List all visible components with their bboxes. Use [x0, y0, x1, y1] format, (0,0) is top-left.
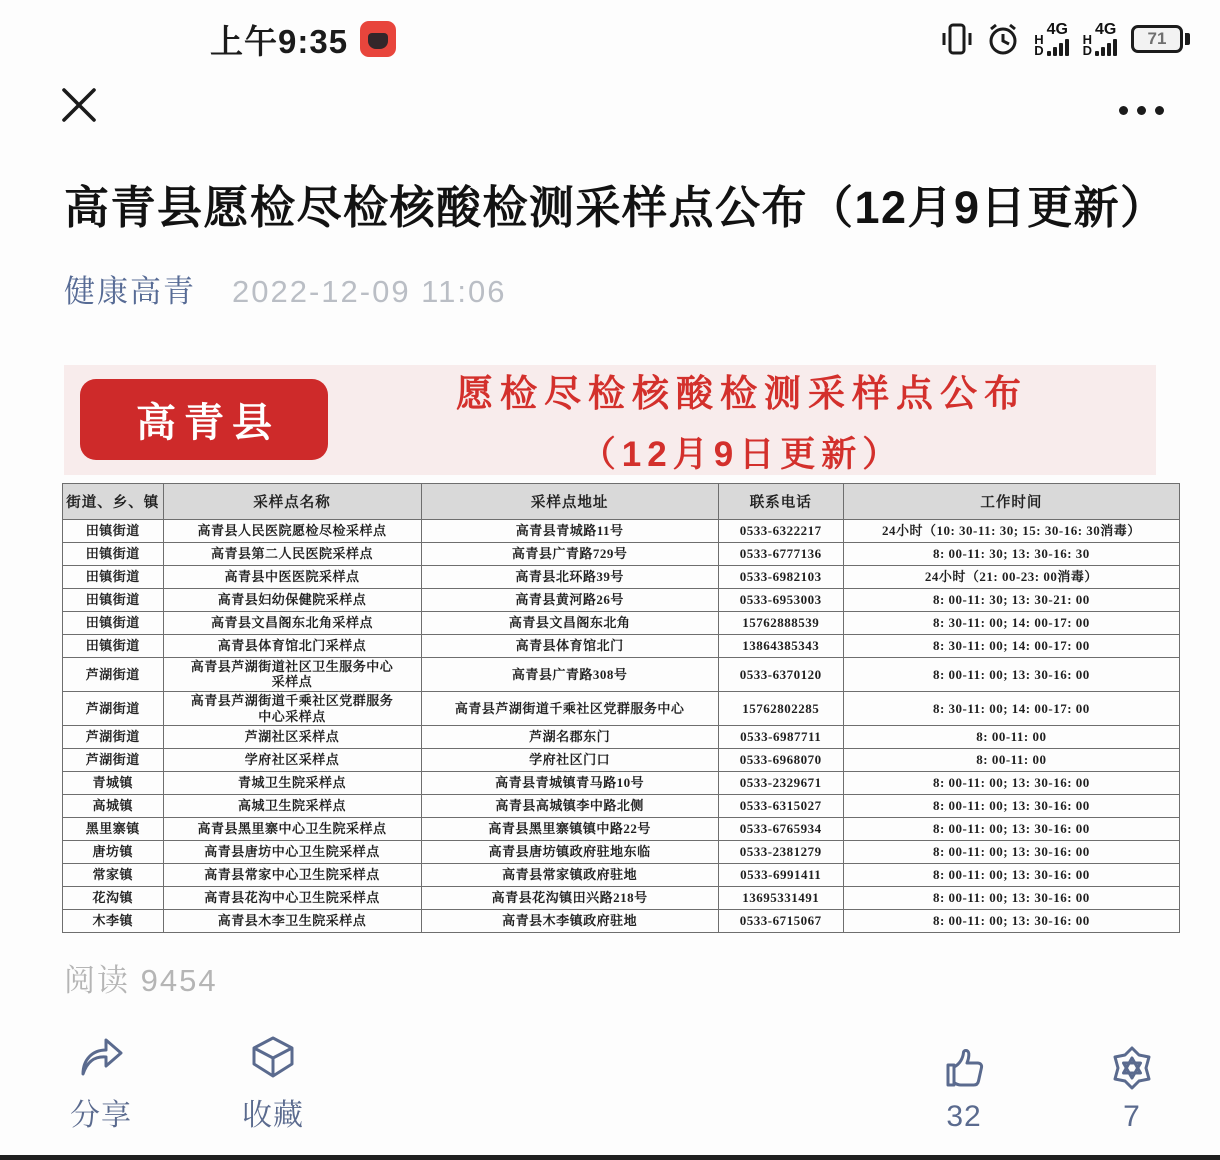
table-cell: 高青县唐坊中心卫生院采样点 — [163, 841, 421, 864]
table-header-row — [63, 483, 1180, 519]
byline — [64, 266, 1156, 311]
table-cell: 学府社区采样点 — [163, 749, 421, 772]
table-cell: 田镇街道 — [63, 542, 164, 565]
status-left — [210, 16, 396, 63]
table-cell: 8: 00-11: 30; 13: 30-16: 30 — [843, 542, 1179, 565]
network-signal-1 — [1034, 20, 1068, 58]
author-link[interactable]: 健康高青 — [64, 273, 196, 309]
table-cell: 高青县芦湖街道社区卫生服务中心采样点 — [163, 657, 421, 691]
close-icon[interactable] — [56, 82, 102, 128]
wow-count: 7 — [1123, 1100, 1141, 1134]
share-arrow-icon — [77, 1034, 125, 1082]
4g-label: 4G — [1095, 20, 1117, 38]
table-cell: 田镇街道 — [63, 588, 164, 611]
network-signal-2 — [1082, 20, 1117, 58]
banner-title — [328, 363, 1156, 477]
table-cell: 8: 00-11: 00; 13: 30-16: 00 — [843, 657, 1179, 691]
thumbs-up-icon — [940, 1044, 988, 1092]
page-title: 高青县愿检尽检核酸检测采样点公布（12月9日更新） — [64, 182, 1167, 233]
table-cell: 高青县芦湖街道千乘社区党群服务中心采样点 — [163, 692, 421, 726]
alarm-clock-icon — [986, 22, 1020, 56]
more-icon[interactable] — [1119, 96, 1164, 115]
4g-label: 4G — [1046, 20, 1068, 38]
table-cell: 木李镇 — [63, 910, 164, 933]
like-button[interactable] — [940, 1044, 988, 1134]
table-cell: 8: 00-11: 00; 13: 30-16: 00 — [843, 818, 1179, 841]
table-cell: 0533-6968070 — [718, 749, 843, 772]
table-cell: 青城镇 — [63, 772, 164, 795]
table-cell: 黑里寨镇 — [63, 818, 164, 841]
table-cell: 0533-2329671 — [718, 772, 843, 795]
share-label: 分享 — [70, 1099, 132, 1133]
table-cell: 芦湖街道 — [63, 749, 164, 772]
battery-icon — [1131, 25, 1190, 53]
table-cell: 高青县花沟镇田兴路218号 — [421, 887, 718, 910]
table-cell: 15762888539 — [718, 611, 843, 634]
table-cell: 高青县青城路11号 — [421, 519, 718, 542]
nav-bar — [0, 62, 1220, 134]
table-cell: 8: 30-11: 00; 14: 00-17: 00 — [843, 692, 1179, 726]
table-cell: 8: 00-11: 00; 13: 30-16: 00 — [843, 795, 1179, 818]
table-cell: 高青县广青路308号 — [421, 657, 718, 691]
table-cell: 0533-6315027 — [718, 795, 843, 818]
table-cell: 0533-6777136 — [718, 542, 843, 565]
battery-level: 71 — [1131, 25, 1183, 53]
table-cell: 24小时（10: 30-11: 30; 15: 30-16: 30消毒） — [843, 519, 1179, 542]
table-header-cell: 街道、乡、镇 — [63, 483, 164, 519]
table-cell: 高青县常家镇政府驻地 — [421, 864, 718, 887]
table-header-cell: 采样点地址 — [421, 483, 718, 519]
signal-bars-icon — [1047, 39, 1069, 56]
table-cell: 高青县北环路39号 — [421, 565, 718, 588]
table-cell: 高青县花沟中心卫生院采样点 — [163, 887, 421, 910]
table-cell: 高城镇 — [63, 795, 164, 818]
sampling-table-wrap — [62, 483, 1180, 933]
table-row — [63, 657, 1180, 691]
table-cell: 15762802285 — [718, 692, 843, 726]
status-right — [942, 22, 1190, 56]
table-row — [63, 588, 1180, 611]
table-row — [63, 841, 1180, 864]
table-cell: 高青县人民医院愿检尽检采样点 — [163, 519, 421, 542]
wow-flower-icon — [1108, 1044, 1156, 1092]
favorite-box-icon — [249, 1034, 297, 1082]
table-cell: 0533-6322217 — [718, 519, 843, 542]
table-cell: 13864385343 — [718, 634, 843, 657]
table-cell: 8: 00-11: 00; 13: 30-16: 00 — [843, 910, 1179, 933]
sampling-table — [62, 483, 1180, 933]
table-cell: 高青县黑里寨中心卫生院采样点 — [163, 818, 421, 841]
table-cell: 8: 00-11: 00; 13: 30-16: 00 — [843, 772, 1179, 795]
table-cell: 田镇街道 — [63, 634, 164, 657]
hd-icon: H D — [1034, 31, 1044, 58]
table-cell: 高青县木李卫生院采样点 — [163, 910, 421, 933]
table-cell: 0533-2381279 — [718, 841, 843, 864]
table-row — [63, 887, 1180, 910]
table-cell: 8: 00-11: 00; 13: 30-16: 00 — [843, 864, 1179, 887]
table-cell: 8: 00-11: 00; 13: 30-16: 00 — [843, 841, 1179, 864]
table-cell: 8: 30-11: 00; 14: 00-17: 00 — [843, 634, 1179, 657]
banner-title-line2: （12月9日更新） — [580, 434, 904, 474]
table-cell: 8: 00-11: 30; 13: 30-21: 00 — [843, 588, 1179, 611]
table-cell: 芦湖街道 — [63, 657, 164, 691]
table-row — [63, 519, 1180, 542]
table-cell: 芦湖社区采样点 — [163, 726, 421, 749]
table-cell: 0533-6982103 — [718, 565, 843, 588]
table-cell: 0533-6765934 — [718, 818, 843, 841]
table-cell: 常家镇 — [63, 864, 164, 887]
table-cell: 8: 00-11: 00; 13: 30-16: 00 — [843, 887, 1179, 910]
table-cell: 0533-6987711 — [718, 726, 843, 749]
table-row — [63, 772, 1180, 795]
table-cell: 高青县芦湖街道千乘社区党群服务中心 — [421, 692, 718, 726]
table-cell: 花沟镇 — [63, 887, 164, 910]
recorder-app-icon — [360, 21, 396, 57]
table-cell: 唐坊镇 — [63, 841, 164, 864]
table-cell: 0533-6370120 — [718, 657, 843, 691]
table-row — [63, 634, 1180, 657]
table-cell: 高青县中医医院采样点 — [163, 565, 421, 588]
table-cell: 高青县文昌阁东北角采样点 — [163, 611, 421, 634]
table-row — [63, 726, 1180, 749]
status-time: 上午9:35 — [210, 22, 349, 60]
like-count: 32 — [946, 1100, 982, 1134]
wow-button[interactable] — [1108, 1044, 1156, 1134]
table-cell: 8: 30-11: 00; 14: 00-17: 00 — [843, 611, 1179, 634]
table-cell: 0533-6991411 — [718, 864, 843, 887]
sampling-table-body — [63, 519, 1180, 932]
table-cell: 24小时（21: 00-23: 00消毒） — [843, 565, 1179, 588]
table-cell: 青城卫生院采样点 — [163, 772, 421, 795]
table-cell: 高青县第二人民医院采样点 — [163, 542, 421, 565]
banner — [64, 365, 1156, 475]
table-cell: 高青县广青路729号 — [421, 542, 718, 565]
table-cell: 高青县常家中心卫生院采样点 — [163, 864, 421, 887]
table-cell: 高城卫生院采样点 — [163, 795, 421, 818]
table-header-cell: 联系电话 — [718, 483, 843, 519]
table-cell: 芦湖名郡东门 — [421, 726, 718, 749]
table-cell: 13695331491 — [718, 887, 843, 910]
table-row — [63, 565, 1180, 588]
table-row — [63, 749, 1180, 772]
table-row — [63, 795, 1180, 818]
table-cell: 高青县妇幼保健院采样点 — [163, 588, 421, 611]
hd-icon: H D — [1082, 31, 1092, 58]
table-cell: 高青县青城镇青马路10号 — [421, 772, 718, 795]
table-header-cell: 工作时间 — [843, 483, 1179, 519]
screen-bottom-edge — [0, 1155, 1220, 1160]
table-cell: 8: 00-11: 00 — [843, 749, 1179, 772]
table-row — [63, 692, 1180, 726]
table-cell: 8: 00-11: 00 — [843, 726, 1179, 749]
vibrate-icon — [942, 22, 972, 56]
table-cell: 高青县高城镇李中路北侧 — [421, 795, 718, 818]
table-cell: 田镇街道 — [63, 611, 164, 634]
share-button[interactable] — [70, 1034, 132, 1134]
table-row — [63, 910, 1180, 933]
table-cell: 田镇街道 — [63, 519, 164, 542]
banner-title-line1: 愿检尽检核酸检测采样点公布 — [456, 372, 1028, 414]
table-cell: 0533-6715067 — [718, 910, 843, 933]
status-bar — [0, 0, 1220, 62]
table-cell: 芦湖街道 — [63, 726, 164, 749]
favorite-label: 收藏 — [242, 1099, 304, 1133]
county-badge: 高青县 — [80, 379, 328, 460]
table-row — [63, 611, 1180, 634]
table-cell: 高青县体育馆北门 — [421, 634, 718, 657]
table-row — [63, 818, 1180, 841]
table-cell: 高青县木李镇政府驻地 — [421, 910, 718, 933]
table-cell: 高青县体育馆北门采样点 — [163, 634, 421, 657]
table-header-cell: 采样点名称 — [163, 483, 421, 519]
table-cell: 高青县唐坊镇政府驻地东临 — [421, 841, 718, 864]
favorite-button[interactable] — [242, 1034, 304, 1134]
table-cell: 高青县文昌阁东北角 — [421, 611, 718, 634]
read-count: 阅读 9454 — [64, 963, 218, 999]
table-row — [63, 864, 1180, 887]
table-cell: 田镇街道 — [63, 565, 164, 588]
table-row — [63, 542, 1180, 565]
table-cell: 高青县黄河路26号 — [421, 588, 718, 611]
table-cell: 0533-6953003 — [718, 588, 843, 611]
publish-date: 2022-12-09 11:06 — [232, 273, 507, 309]
table-cell: 芦湖街道 — [63, 692, 164, 726]
table-cell: 高青县黑里寨镇镇中路22号 — [421, 818, 718, 841]
signal-bars-icon — [1095, 39, 1117, 56]
action-bar — [0, 1034, 1220, 1134]
table-cell: 学府社区门口 — [421, 749, 718, 772]
